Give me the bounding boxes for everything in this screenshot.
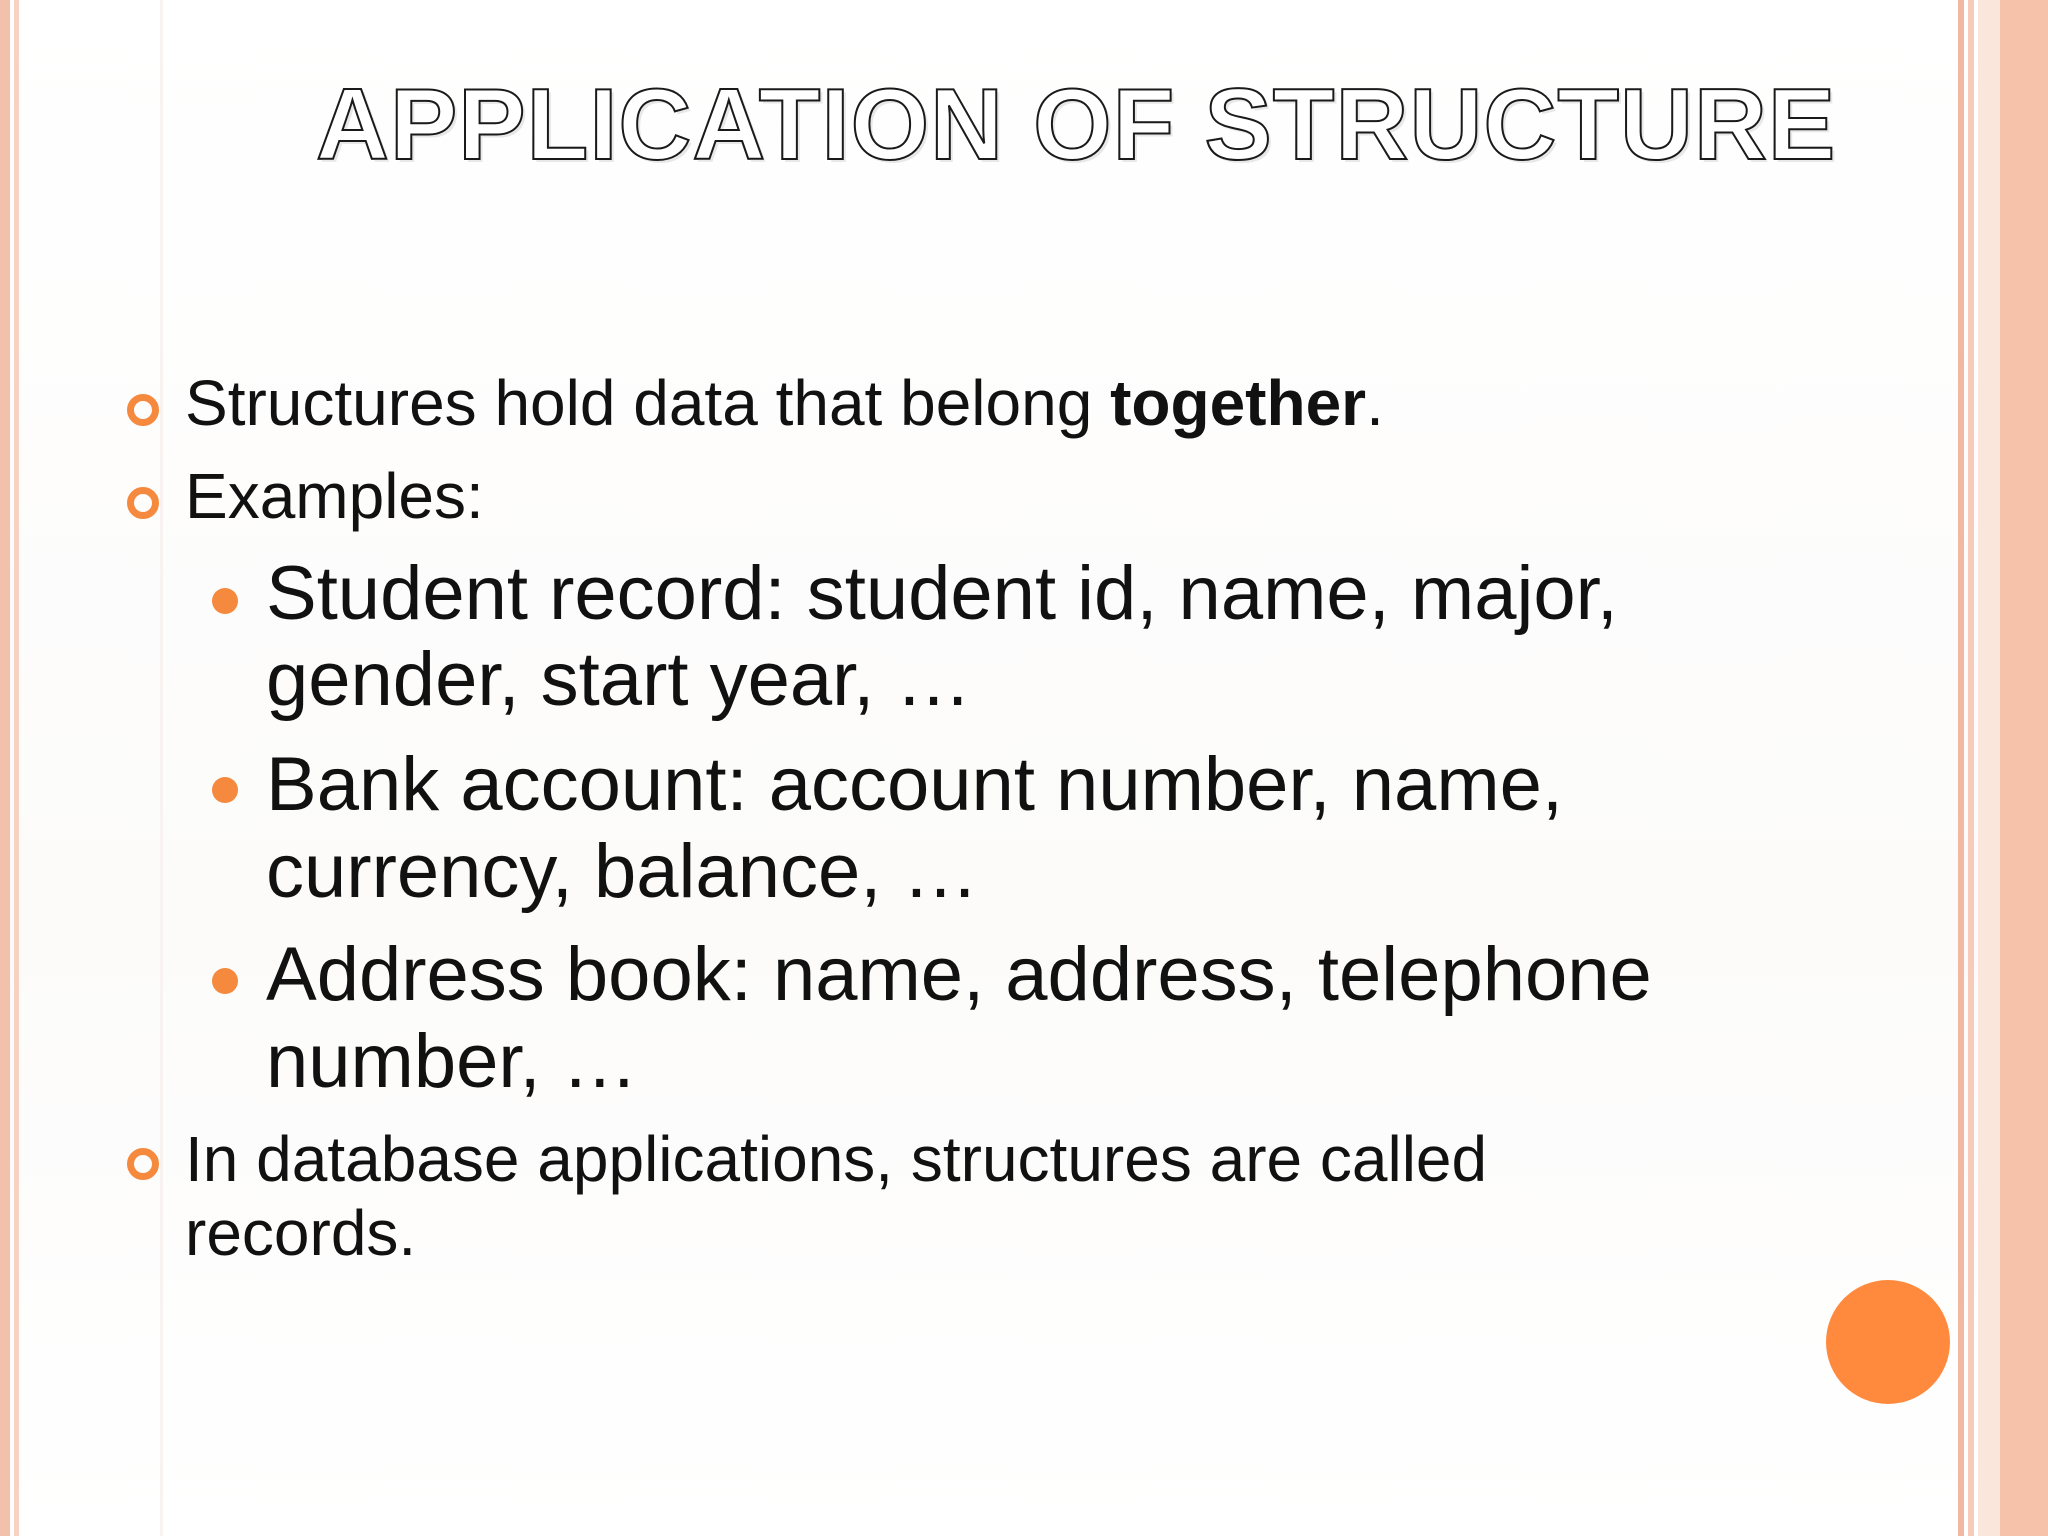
ring-bullet-icon [127, 1148, 159, 1180]
ring-bullet-icon [127, 394, 159, 426]
orange-circle-decoration [1826, 1280, 1950, 1404]
left-frame-line [0, 0, 10, 1536]
sub-bullet-bank-account-line1: Bank account: account number, name, [266, 742, 1564, 827]
dot-bullet-icon [212, 777, 238, 803]
bullet-bold-text: together [1110, 367, 1367, 439]
sub-bullet-student-record-line2: gender, start year, … [266, 637, 972, 722]
sub-bullet-bank-account-line2: currency, balance, … [266, 829, 979, 914]
bullet-text: Structures hold data that belong [185, 367, 1111, 439]
left-frame-line [14, 0, 19, 1536]
bullet-database-applications-line1: In database applications, structures are called [185, 1123, 1488, 1195]
right-frame-stripe [1968, 0, 1974, 1536]
bullet-database-applications-line2: records. [185, 1197, 417, 1269]
bullet-structures-hold-data [185, 366, 1384, 440]
sub-bullet-student-record-line1: Student record: student id, name, major, [266, 551, 1618, 636]
sub-bullet-address-book-line1: Address book: name, address, telephone [266, 932, 1652, 1017]
right-frame-stripe [1978, 0, 2000, 1536]
right-frame-stripe [2000, 0, 2048, 1536]
right-frame-stripe [1958, 0, 1964, 1536]
left-frame-line [160, 0, 163, 1536]
bullet-examples: Examples: [185, 460, 484, 532]
ring-bullet-icon [127, 487, 159, 519]
dot-bullet-icon [212, 968, 238, 994]
dot-bullet-icon [212, 588, 238, 614]
slide-title: APPLICATION OF STRUCTURE [316, 69, 1837, 181]
sub-bullet-address-book-line2: number, … [266, 1019, 638, 1104]
bullet-text: . [1366, 367, 1384, 439]
